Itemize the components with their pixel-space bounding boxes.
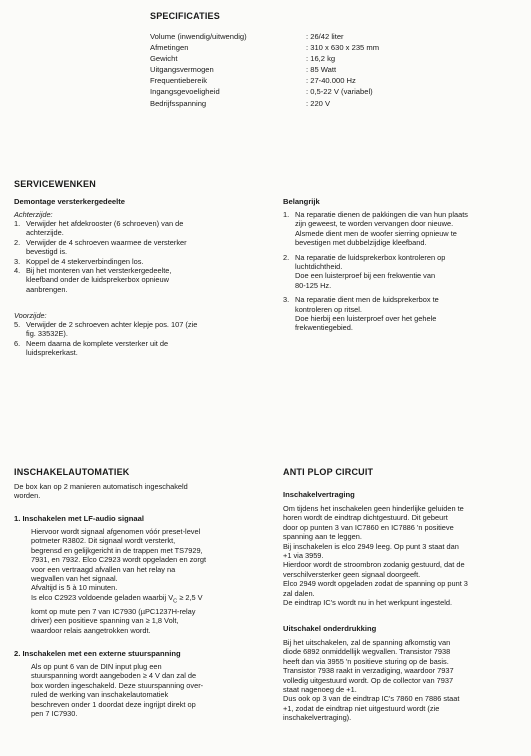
section-2-body <box>31 662 266 718</box>
spec-row <box>150 75 379 86</box>
text-line: aanbrengen. <box>26 284 68 294</box>
spec-label: Gewicht <box>150 54 178 64</box>
list-number: 2. <box>14 237 21 247</box>
text-line: ruled de werking van inschakelautomatiek <box>31 690 169 700</box>
text-line: luchtdichtheid. <box>295 262 343 272</box>
text-line: komt op mute pen 7 van IC7930 (µPC1237H-relay <box>31 606 196 616</box>
vc-threshold: ≥ 2,5 V <box>177 592 203 602</box>
section-2-title: 2. Inschakelen met een externe stuurspanning <box>14 649 181 658</box>
list-number: 4. <box>14 266 21 276</box>
spec-value: : 26/42 liter <box>306 32 344 41</box>
list-text <box>26 266 264 294</box>
text-line: fig. 33532E). <box>26 329 68 339</box>
text-line: Bij inschakelen is elco 2949 leeg. Op punt 3 staat dan <box>283 541 459 551</box>
spec-value: : 85 Watt <box>306 65 337 75</box>
text-line: wegvallen van het signaal. <box>31 574 118 584</box>
inschakel-intro <box>14 482 188 501</box>
spec-value: : 16,2 kg <box>306 54 336 64</box>
spec-row <box>150 53 379 64</box>
voorzijde-label: Voorzijde: <box>14 311 47 320</box>
spec-value: : 27-40.000 Hz <box>306 76 356 86</box>
text-line: frekwentiegebied. <box>295 323 353 333</box>
text-line: Hiervoor wordt signaal afgenomen vóór preset-level <box>31 527 201 536</box>
service-title: SERVICEWENKEN <box>14 179 96 189</box>
text-line: waardoor relais aangetrokken wordt. <box>31 625 151 635</box>
belangrijk-title: Belangrijk <box>283 197 320 206</box>
text-line: verschilversterker geen signaal doorgeeft. <box>283 569 421 579</box>
inschakelvertraging-title: Inschakelvertraging <box>283 490 355 499</box>
text-line: driver) een positieve spanning van ≥ 1,8 Volt, <box>31 616 179 626</box>
list-item <box>283 210 523 248</box>
text-line: Koppel de 4 stekerverbindingen los. <box>26 256 144 266</box>
text-line: +1, zodat de eindtrap niet uitgestuurd wordt (zie <box>283 703 440 713</box>
antiplop-title: ANTI PLOP CIRCUIT <box>283 467 374 477</box>
text-line: Alsmede dient men de woofer sierring opnieuw te <box>295 228 457 238</box>
section-1-title: 1. Inschakelen met LF-audio signaal <box>14 514 144 523</box>
list-item <box>283 295 523 333</box>
spec-row <box>150 42 379 53</box>
text-line: volledig uitgestuurd wordt. Op de collector van 7937 <box>283 675 454 685</box>
text-line: +1 via 3959. <box>283 551 324 561</box>
spec-label: Bedrijfsspanning <box>150 98 207 108</box>
text-line: kontroleren op ritsel. <box>295 304 362 314</box>
text-line: box worden ingeschakeld. Deze stuurspanning over- <box>31 680 204 690</box>
inschakelvertraging-body <box>283 504 523 607</box>
list-item <box>14 320 264 339</box>
text-line: voor een vertraagd afvallen van het relay na <box>31 564 176 574</box>
spec-value: : 310 x 630 x 235 mm <box>306 43 380 53</box>
inschakel-title: INSCHAKELAUTOMATIEK <box>14 467 130 477</box>
text-line: inschakelvertraging). <box>283 713 352 723</box>
spec-value: : 220 V <box>306 98 331 108</box>
text-line: Om tijdens het inschakelen geen hinderlijke geluiden te <box>283 504 464 513</box>
text-line: Na reparatie de luidsprekerbox kontroleren op <box>295 252 446 262</box>
vc-subscript: C <box>173 598 178 605</box>
text-line: Na reparatie dienen de pakkingen die van hun plaats <box>295 210 468 219</box>
list-number: 5. <box>14 320 21 329</box>
text-line: pen 7 IC7930. <box>31 709 78 719</box>
text-line: beschreven onder 1 doordat deze ingrijpt direkt op <box>31 699 196 709</box>
section-1-body <box>31 527 266 635</box>
text-line: Na reparatie dient men de luidsprekerbox te <box>295 295 439 305</box>
text-line: bevestigd is. <box>26 247 68 257</box>
spec-row <box>150 86 379 97</box>
list-number: 3. <box>283 295 290 305</box>
spec-row <box>150 64 379 75</box>
text-line: Doe hierbij een luisterproef over het gehele <box>295 314 437 324</box>
list-text <box>26 238 264 257</box>
text-line: Verwijder de 4 schroeven waarmee de versterker <box>26 237 187 247</box>
spec-label: Afmetingen <box>150 43 189 53</box>
spec-label: Frequentiebereik <box>150 76 207 86</box>
spec-row <box>150 98 379 109</box>
list-number: 2. <box>283 252 290 262</box>
list-text <box>26 257 264 266</box>
list-item <box>283 253 523 291</box>
list-text <box>26 339 264 358</box>
list-number: 3. <box>14 256 21 266</box>
text-line: Transistor 7938 raakt in verzadiging, waardoor 7937 <box>283 666 454 676</box>
text-line: staat nagenoeg de +1. <box>283 685 357 695</box>
text-line: De eindtrap IC's wordt nu in het werkpunt ingesteld. <box>283 598 453 608</box>
text-line: Dus ook op 3 van de eindtrap IC's 7860 en 7886 staat <box>283 694 460 704</box>
list-text <box>295 253 523 291</box>
text-line: Als op punt 6 van de DIN input plug een <box>31 662 162 671</box>
text-line: Afvaltijd is 5 à 10 minuten. <box>31 583 118 593</box>
list-text <box>26 320 264 339</box>
uitschakel-body <box>283 638 523 723</box>
list-text <box>26 219 264 238</box>
text-line: Doe een luisterproef bij een frekwentie van <box>295 271 436 281</box>
text-line: potmeter R3802. Dit signaal wordt versterkt, <box>31 536 176 546</box>
text-line: luidsprekerkast. <box>26 348 78 358</box>
specs-table <box>150 31 379 109</box>
achterzijde-label: Achterzijde: <box>14 210 53 219</box>
demontage-list-front <box>14 320 264 358</box>
text-line: Is elco C2923 voldoende geladen waarbij $V_C \ge 2,5$ V <box>31 592 203 605</box>
text-line: zijn geweest, te worden vervangen door nieuwe. <box>295 219 454 229</box>
spec-row <box>150 31 379 42</box>
text-line: Neem daarna de komplete versterker uit de <box>26 338 169 348</box>
demontage-title: Demontage versterkergedeelte <box>14 197 126 206</box>
text-line: Elco 2949 wordt opgeladen zodat de spanning op punt 3 <box>283 579 468 589</box>
text-line: begrensd en gelijkgericht in de trappen met TS7929, <box>31 545 203 555</box>
list-item <box>14 339 264 358</box>
uitschakel-title: Uitschakel onderdrukking <box>283 624 377 633</box>
specs-title: SPECIFICATIES <box>150 11 220 21</box>
list-number: 6. <box>14 338 21 348</box>
text-line: achterzijde. <box>26 228 64 238</box>
text-line: horen wordt de eindtrap dichtgestuurd. Dit gebeurt <box>283 513 448 523</box>
list-number: 1. <box>14 219 21 228</box>
spec-value: : 0,5-22 V (variabel) <box>306 87 373 97</box>
text-line: Verwijder het afdekrooster (6 schroeven) van de <box>26 219 184 228</box>
list-text <box>295 210 523 248</box>
list-text <box>295 295 523 333</box>
text-line: bevestigen met dubbelzijdige kleefband. <box>295 238 427 248</box>
list-item <box>14 266 264 294</box>
text-line: 7931, en 7932. Elco C2923 wordt opgeladen en zorgt <box>31 555 207 565</box>
text-line: zal dalen. <box>283 588 315 598</box>
text-line: Bij het uitschakelen, zal de spanning afkomstig van <box>283 638 451 647</box>
text-line: 80-125 Hz. <box>295 280 332 290</box>
belangrijk-list <box>283 210 523 333</box>
text-line: Hierdoor wordt de stroombron zodanig gestuurd, dat de <box>283 560 465 570</box>
list-item <box>14 257 264 266</box>
text-line: diode 6892 onmiddellijk wegvallen. Transistor 7938 <box>283 647 451 657</box>
text-line: spanning aan te leggen. <box>283 532 362 542</box>
text-line: stuurspanning wordt aangeboden ≥ 4 V dan zal de <box>31 671 197 681</box>
spec-label: Volume (inwendig/uitwendig) <box>150 32 247 41</box>
text-line: kleefband onder de luidsprekerbox opnieuw <box>26 275 169 285</box>
text-line: heeft dan via 3955 'n positieve sturing op de basis. <box>283 656 449 666</box>
text-line: door op punten 3 van IC7860 en IC7886 'n positieve <box>283 522 454 532</box>
spec-label: Ingangsgevoeligheid <box>150 87 220 97</box>
text-line: De box kan op 2 manieren automatisch ingeschakeld <box>14 482 188 491</box>
spec-label: Uitgangsvermogen <box>150 65 214 75</box>
demontage-list-rear <box>14 219 264 294</box>
list-number: 1. <box>283 210 290 219</box>
list-item <box>14 219 264 238</box>
text-line: Verwijder de 2 schroeven achter klepje pos. 107 (zie <box>26 320 198 329</box>
text-line: Bij het monteren van het versterkergedeelte, <box>26 266 172 276</box>
list-item <box>14 238 264 257</box>
text-line: worden. <box>14 491 41 501</box>
